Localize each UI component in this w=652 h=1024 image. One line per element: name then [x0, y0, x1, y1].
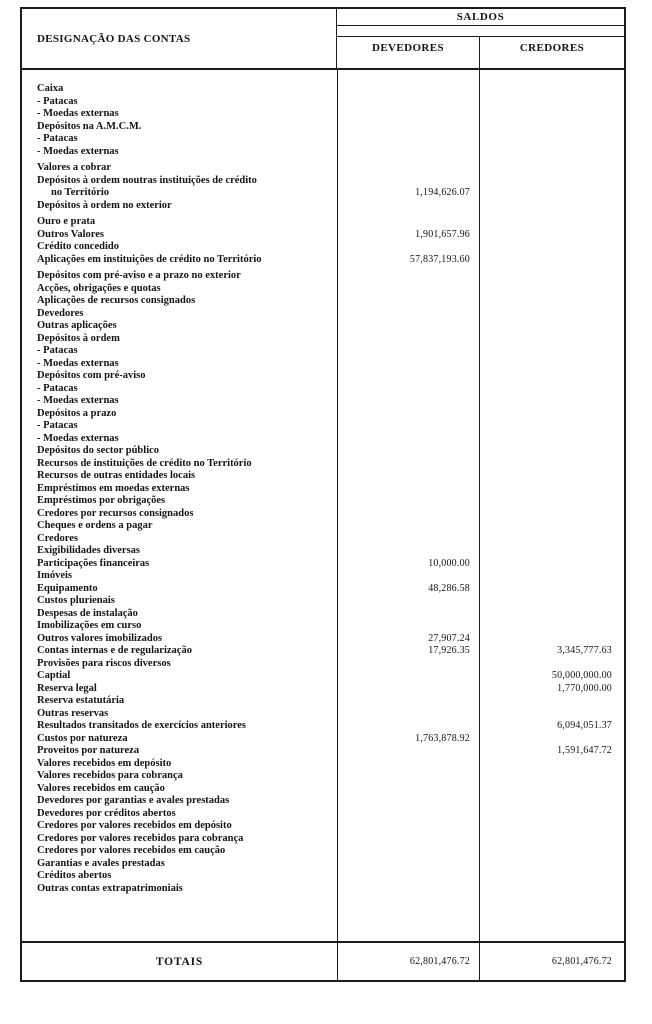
table-row	[22, 345, 624, 358]
table-row	[22, 83, 624, 96]
table-row	[22, 133, 624, 146]
table-row	[22, 308, 624, 321]
table-row	[22, 633, 624, 646]
account-label: Depósitos à ordem	[37, 332, 120, 344]
account-label: - Moedas externas	[37, 145, 119, 157]
table-row	[22, 758, 624, 771]
table-row	[22, 795, 624, 808]
account-label: Despesas de instalação	[37, 607, 138, 619]
table-row	[22, 545, 624, 558]
account-label: Acções, obrigações e quotas	[37, 282, 161, 294]
account-label: Contas internas e de regularização	[37, 645, 192, 656]
account-label: Outras aplicações	[37, 320, 117, 331]
table-row	[22, 320, 624, 333]
devedores-value: 27,907.24	[428, 632, 470, 644]
table-row	[22, 645, 624, 658]
account-label: Recursos de outras entidades locais	[37, 470, 196, 481]
account-label: - Patacas	[37, 133, 78, 144]
account-label: Credores por valores recebidos em caução	[37, 845, 226, 856]
table-row	[22, 858, 624, 871]
account-label: Credores	[37, 532, 79, 544]
account-label: Valores recebidos em caução	[37, 782, 165, 794]
table-row	[22, 733, 624, 746]
account-label: Aplicações em instituições de crédito no Território	[37, 253, 262, 265]
table-row	[22, 420, 624, 433]
table-row	[22, 608, 624, 621]
table-row	[22, 241, 624, 254]
table-row	[22, 370, 624, 383]
account-label: Devedores	[37, 307, 84, 319]
table-row	[22, 708, 624, 721]
account-label: Depósitos com pré-aviso e a prazo no exterior	[37, 270, 241, 281]
table-header	[22, 9, 624, 70]
devedores-value: 57,837,193.60	[409, 253, 470, 265]
account-label: Recursos de instituições de crédito no Território	[37, 457, 252, 469]
devedores-value: 17,926.35	[428, 645, 470, 656]
account-label: Credores por valores recebidos para cobrança	[37, 832, 244, 844]
table-body	[22, 70, 624, 941]
table-row	[22, 483, 624, 496]
table-row	[22, 870, 624, 883]
account-label: - Moedas externas	[37, 395, 119, 406]
account-label: Depósitos com pré-aviso	[37, 370, 146, 381]
account-label: Equipamento	[37, 582, 98, 594]
column-divider-devedores-credores	[479, 70, 480, 941]
table-row	[22, 175, 624, 200]
account-label: Imobilizações em curso	[37, 620, 142, 631]
devedores-value: 48,286.58	[428, 582, 470, 594]
devedores-value: 1,901,657.96	[415, 228, 470, 240]
table-row	[22, 216, 624, 229]
account-label: Reserva legal	[37, 682, 97, 694]
table-row	[22, 620, 624, 633]
totals-credores-value: 62,801,476.72	[479, 943, 624, 980]
account-label: Depósitos na A.M.C.M.	[37, 120, 142, 132]
table-row	[22, 508, 624, 521]
table-row	[22, 96, 624, 109]
account-label: - Moedas externas	[37, 357, 119, 369]
table-row	[22, 808, 624, 821]
table-row	[22, 833, 624, 846]
account-label: Participações financeiras	[37, 557, 150, 569]
account-label: Outros Valores	[37, 228, 104, 240]
totals-row	[22, 941, 624, 980]
table-row	[22, 720, 624, 733]
table-row	[22, 595, 624, 608]
account-label: Devedores por créditos abertos	[37, 807, 176, 819]
table-row	[22, 770, 624, 783]
account-label: Outras contas extrapatrimoniais	[37, 882, 183, 894]
account-label: Credores por valores recebidos em depósito	[37, 820, 232, 831]
account-label: Empréstimos por obrigações	[37, 495, 166, 506]
account-label: Empréstimos em moedas externas	[37, 482, 190, 494]
table-row	[22, 470, 624, 483]
column-divider-designacao-devedores	[337, 70, 338, 941]
table-row	[22, 445, 624, 458]
account-label: - Patacas	[37, 95, 78, 107]
table-row	[22, 558, 624, 571]
credores-value: 1,770,000.00	[557, 682, 612, 694]
table-row	[22, 583, 624, 596]
table-row	[22, 745, 624, 758]
table-row	[22, 333, 624, 346]
table-row	[22, 458, 624, 471]
account-label: Outros valores imobilizados	[37, 632, 163, 644]
table-row	[22, 533, 624, 546]
table-row	[22, 433, 624, 446]
table-row	[22, 295, 624, 308]
totals-devedores-value: 62,801,476.72	[337, 943, 479, 980]
account-label: Valores recebidos em depósito	[37, 757, 172, 769]
account-label: - Patacas	[37, 345, 78, 356]
account-label: Aplicações de recursos consignados	[37, 295, 196, 306]
account-label: - Patacas	[37, 382, 78, 394]
table-row	[22, 408, 624, 421]
table-row	[22, 883, 624, 896]
devedores-value: 10,000.00	[428, 557, 470, 569]
account-label: - Moedas externas	[37, 108, 119, 119]
table-row	[22, 683, 624, 696]
table-row	[22, 695, 624, 708]
account-label: - Patacas	[37, 420, 78, 431]
column-header-saldos: SALDOS	[337, 9, 624, 26]
table-row	[22, 570, 624, 583]
column-header-devedores: DEVEDORES	[371, 42, 445, 54]
account-label: Custos plurienais	[37, 595, 115, 606]
account-label: Provisões para riscos diversos	[37, 657, 171, 669]
credores-value: 1,591,647.72	[557, 745, 612, 756]
account-label: Credores por recursos consignados	[37, 507, 194, 519]
credores-value: 50,000,000.00	[551, 670, 612, 681]
table-row	[22, 383, 624, 396]
account-label: Devedores por garantias e avales prestadas	[37, 795, 230, 806]
account-label: Proveitos por natureza	[37, 745, 140, 756]
account-label: Valores recebidos para cobrança	[37, 770, 183, 781]
account-label: Captial	[37, 670, 71, 681]
table-row	[22, 845, 624, 858]
account-label: Crédito concedido	[37, 241, 119, 252]
account-label: Exigibilidades diversas	[37, 545, 140, 556]
account-label: Reserva estatutária	[37, 695, 125, 706]
account-label: Resultados transitados de exercícios anteriores	[37, 720, 247, 731]
header-spacer-band	[337, 26, 624, 37]
balance-table	[20, 7, 626, 982]
devedores-value: 1,194,626.07	[415, 187, 470, 198]
account-label: Cheques e ordens a pagar	[37, 520, 153, 531]
account-label: Depósitos a prazo	[37, 407, 117, 419]
table-row	[22, 270, 624, 283]
credores-value: 6,094,051.37	[557, 720, 612, 731]
account-label: Valores a cobrar	[37, 162, 112, 173]
table-row	[22, 658, 624, 671]
devedores-value: 1,763,878.92	[415, 732, 470, 744]
table-row	[22, 670, 624, 683]
table-row	[22, 783, 624, 796]
credores-value: 3,345,777.63	[557, 645, 612, 656]
account-label: Depósitos à ordem no exterior	[37, 199, 172, 211]
table-row	[22, 820, 624, 833]
account-label: Outras reservas	[37, 707, 109, 719]
table-row	[22, 283, 624, 296]
account-label: Custos por natureza	[37, 732, 128, 744]
table-row	[22, 121, 624, 134]
table-row	[22, 495, 624, 508]
account-label: Depósitos à ordem noutras instituições de crédito no Território	[37, 174, 257, 198]
table-row	[22, 162, 624, 175]
account-label: Garantias e avales prestadas	[37, 857, 165, 869]
saldos-subheaders	[337, 37, 624, 68]
column-header-credores: CREDORES	[479, 37, 624, 68]
table-row	[22, 520, 624, 533]
table-row	[22, 229, 624, 242]
account-label: Imóveis	[37, 570, 72, 581]
table-row	[22, 146, 624, 159]
account-label: - Moedas externas	[37, 432, 119, 444]
table-row	[22, 200, 624, 213]
table-row	[22, 254, 624, 267]
saldos-header-group	[337, 9, 624, 68]
table-row	[22, 108, 624, 121]
column-header-designacao: DESIGNAÇÃO DAS CONTAS	[22, 9, 337, 68]
account-label: Ouro e prata	[37, 216, 96, 227]
account-label: Créditos abertos	[37, 870, 112, 881]
table-row	[22, 358, 624, 371]
account-label: Caixa	[37, 83, 64, 94]
totals-label: TOTAIS	[155, 955, 204, 968]
table-row	[22, 395, 624, 408]
account-label: Depósitos do sector público	[37, 445, 160, 456]
